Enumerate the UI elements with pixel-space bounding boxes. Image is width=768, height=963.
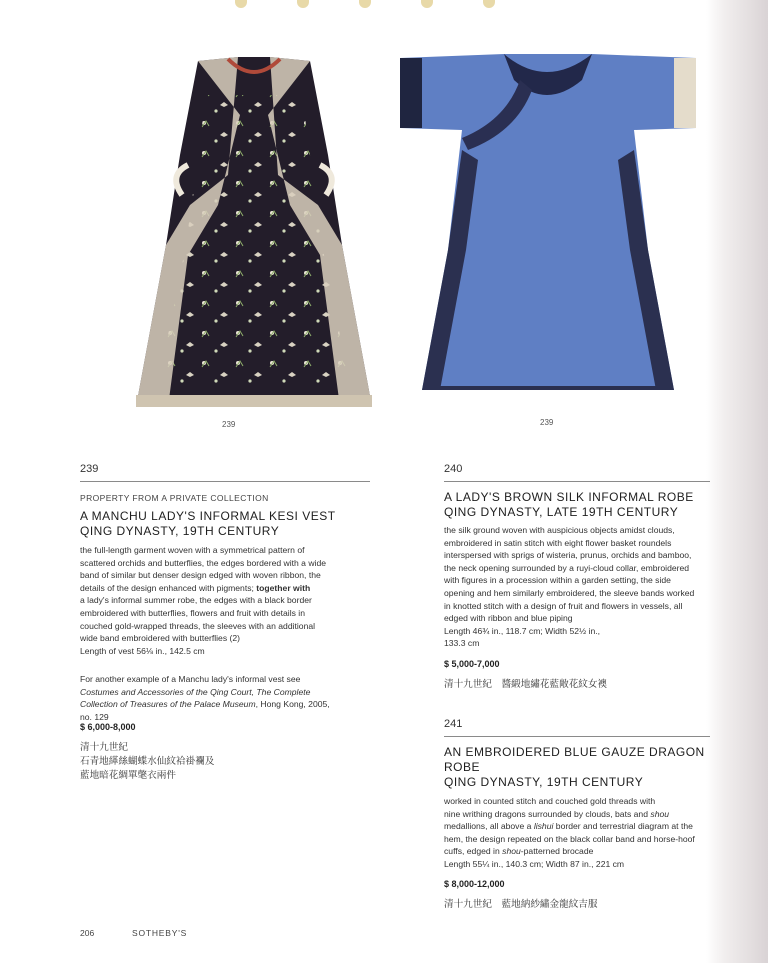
page-gutter-shadow [706,0,768,963]
description-line: couched gold-wrapped threads, the sleeves with an additional [80,620,316,631]
lot-estimate: $ 5,000-7,000 [444,659,500,669]
description-line: Length 46¾ in., 118.7 cm; Width 52½ in., [444,625,601,636]
description-line: the full-length garment woven with a symmetrical pattern of [80,545,305,555]
robe-image [396,50,700,396]
description-line: embroidered with butterflies, flowers and fruit with details in [80,607,305,618]
figure-caption: 239 [540,418,554,427]
lot-title [444,490,694,520]
chinese-line: 清十九世紀 醬緞地繡花藍敞花紋女襖 [444,679,608,690]
description-line: details of the design enhanced with pigments; together with [80,582,311,593]
chinese-line: 石青地緙絲蝴蝶水仙紋袷褂襴及 [80,756,215,767]
description-line: hem, the design repeated on the black collar band and horse-hoof [444,833,695,844]
description-line: the neck opening surrounded by a ruyi-cloud collar, embroidered [444,562,690,573]
lot-description [444,795,695,871]
lot-title-line: A LADY'S BROWN SILK INFORMAL ROBE [444,490,694,504]
lot-chinese-title [80,741,214,783]
description-line: Length of vest 56⅛ in., 142.5 cm [80,645,205,656]
lot-estimate: $ 8,000-12,000 [444,879,505,889]
lot-chinese-title [444,678,607,692]
figure-caption: 239 [222,420,236,429]
lot-provenance: PROPERTY FROM A PRIVATE COLLECTION [80,493,269,503]
description-line: in knotted stitch with a design of fruit and flowers in vessels, all [444,600,683,611]
description-line: medallions, all above a lishui border and terrestrial diagram at the [444,821,693,832]
reference-line: Collection of Treasures of the Palace Museum, Hong Kong, 2005, [80,699,330,710]
lot-title-line: AN EMBROIDERED BLUE GAUZE DRAGON [444,745,705,759]
page-number: 206 [80,928,95,938]
reference-line: For another example of a Manchu lady's informal vest see [80,674,301,684]
lot-title-line: QING DYNASTY, LATE 19TH CENTURY [444,505,679,519]
chinese-line: 藍地暗花綢單氅衣兩件 [80,770,176,781]
footer-brand: SOTHEBY'S [132,928,188,938]
reference-line: no. 129 [80,711,109,722]
description-line: the silk ground woven with auspicious objects amidst clouds, [444,525,675,535]
lot-description [444,524,694,650]
description-line: worked in counted stitch and couched gold threads with [444,796,656,806]
description-line: band of similar but denser design edged with woven ribbon, the [80,570,321,581]
chinese-line: 清十九世紀 藍地納紗繡金龍紋吉服 [444,899,598,910]
vest-image [128,55,380,413]
description-line: Length 55¼ in., 140.3 cm; Width 87 in., 221 cm [444,858,625,869]
description-line: opening and hem similarly embroidered, the sleeve bands worked [444,587,695,598]
lot-title [80,509,336,539]
lot-reference [80,673,330,723]
description-line: cuffs, edged in shou-patterned brocade [444,846,594,857]
chinese-line: 清十九世紀 [80,742,128,753]
lot-title-line: ROBE [444,760,481,774]
description-line: nine writhing dragons surrounded by clouds, bats and shou [444,808,670,819]
lot-chinese-title [444,898,598,912]
description-line: interspersed with sprigs of wisteria, prunus, orchids and bamboo, [444,550,692,561]
description-line: embroidered in satin stitch with eight flower basket roundels [444,537,672,548]
divider-rule [444,481,710,482]
lot-title-line: QING DYNASTY, 19TH CENTURY [444,775,644,789]
description-line: 133.3 cm [444,638,480,649]
description-line: wide band embroidered with butterflies (2) [80,633,241,644]
divider-rule [80,481,370,482]
lot-number: 240 [444,463,463,475]
lot-title [444,745,705,790]
top-ornament-strip [210,0,520,14]
lot-number: 239 [80,463,99,475]
lot-number: 241 [444,718,463,730]
lot-estimate: $ 6,000-8,000 [80,722,136,732]
lot-description [80,544,326,657]
lot-title-line: A MANCHU LADY'S INFORMAL KESI VEST [80,509,336,523]
description-line: scattered orchids and butterflies, the edges bordered with a wide [80,557,327,568]
description-line: with figures in a procession within a garden setting, the side [444,575,671,586]
reference-line: Costumes and Accessories of the Qing Court, The Complete [80,686,311,697]
lot-title-line: QING DYNASTY, 19TH CENTURY [80,524,280,538]
divider-rule [444,736,710,737]
description-line: edged with ribbon and blue piping [444,613,573,624]
description-line: a lady's informal summer robe, the edges with a black border [80,595,312,606]
